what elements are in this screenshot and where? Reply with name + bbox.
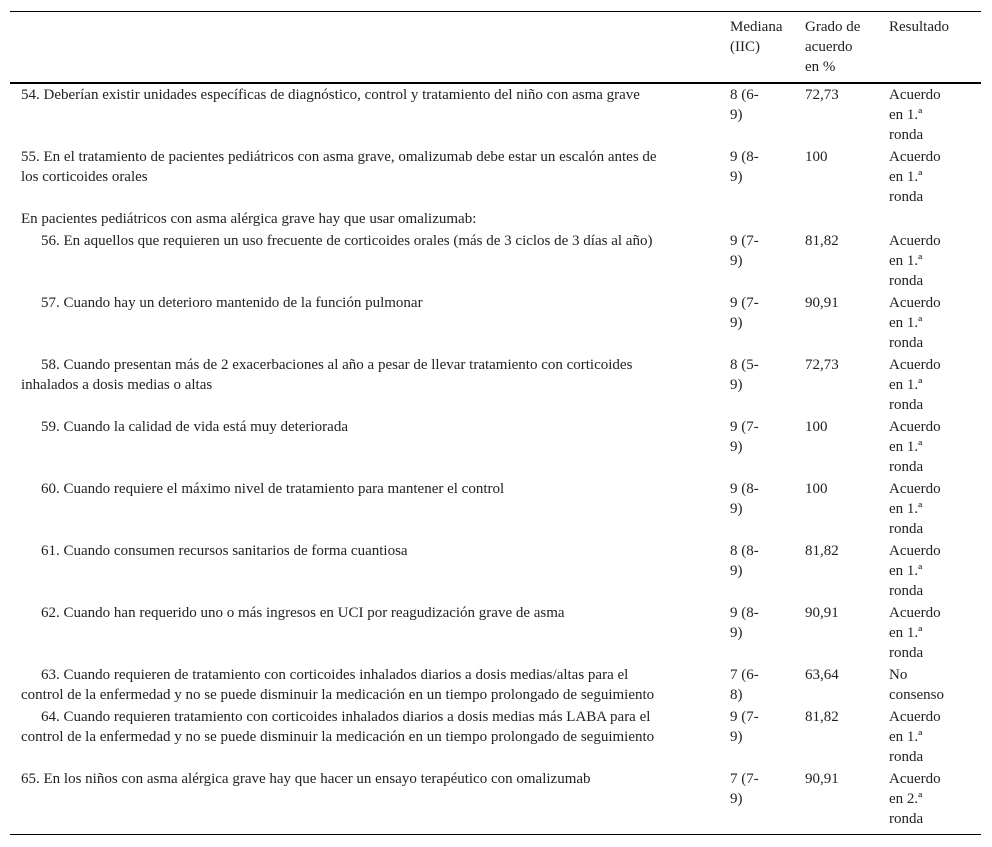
row-result [889,293,969,353]
row-median-line: 8 (6- [730,87,759,103]
row-result [889,707,969,767]
row-pct: 90,91 [805,295,839,311]
row-text-line: inhalados a dosis medias o altas [21,377,213,393]
row-median-line: 7 (6- [730,667,759,683]
row-pct: 90,91 [805,771,839,787]
row-median-line: 9) [730,377,743,393]
row-text [41,231,731,251]
row-result-line: Acuerdo [889,605,941,621]
header-agreement-line3: en % [805,59,836,75]
row-result-line: Acuerdo [889,419,941,435]
table-top-rule [10,11,981,12]
row-text [21,85,711,105]
row-median [730,541,782,581]
row-pct: 81,82 [805,709,839,725]
header-agreement [805,17,877,77]
row-median-line: 9 (7- [730,295,759,311]
table-bottom-rule [10,834,981,835]
row-median [730,417,782,457]
row-result-line: ronda [889,521,924,537]
row-result-line: ronda [889,127,924,143]
header-agreement-line1: Grado de [805,19,861,35]
row-result-line: en 1.ª [889,563,923,579]
row-text-line: control de la enfermedad y no se puede disminuir la medicación en un tiempo prolongado de seguimiento [21,729,655,745]
row-result [889,231,969,291]
row-result-line: en 2.ª [889,791,923,807]
row-pct: 81,82 [805,233,839,249]
row-text [21,665,711,705]
row-pct: 90,91 [805,605,839,621]
row-result-line: Acuerdo [889,87,941,103]
row-median-line: 7 (7- [730,771,759,787]
row-result [889,147,969,207]
row-result-line: Acuerdo [889,481,941,497]
row-result-line: en 1.ª [889,439,923,455]
row-text-line: 60. Cuando requiere el máximo nivel de tratamiento para mantener el control [41,481,505,497]
row-median-line: 9) [730,253,743,269]
row-median [730,355,782,395]
row-text [41,417,731,437]
row-median [730,147,782,187]
row-result-line: en 1.ª [889,625,923,641]
row-text-line: los corticoides orales [21,169,148,185]
row-pct: 100 [805,419,828,435]
row-result [889,665,969,705]
row-text-line: 64. Cuando requieren tratamiento con corticoides inhalados diarios a dosis medias más LABA para el [41,709,651,725]
row-text [21,147,711,187]
section-title: En pacientes pediátricos con asma alérgica grave hay que usar omalizumab: [21,211,477,227]
header-median-line1: Mediana [730,19,783,35]
row-median [730,85,782,125]
row-median-line: 9 (8- [730,481,759,497]
row-result-line: en 1.ª [889,315,923,331]
row-text-line: 62. Cuando han requerido uno o más ingresos en UCI por reagudización grave de asma [41,605,565,621]
row-result [889,417,969,477]
row-result-line: Acuerdo [889,771,941,787]
row-result [889,479,969,539]
row-result [889,769,969,829]
row-median [730,479,782,519]
row-result-line: en 1.ª [889,377,923,393]
header-median [730,17,782,57]
row-median [730,707,782,747]
row-text-line: 59. Cuando la calidad de vida está muy deteriorada [41,419,348,435]
row-median [730,603,782,643]
row-pct: 72,73 [805,357,839,373]
row-text-line: 58. Cuando presentan más de 2 exacerbaciones al año a pesar de llevar tratamiento con corticoides [41,357,633,373]
row-median-line: 9) [730,315,743,331]
row-text [21,355,711,395]
row-result-line: en 1.ª [889,729,923,745]
row-median-line: 9) [730,625,743,641]
row-median-line: 9) [730,563,743,579]
row-result-line: No [889,667,908,683]
row-result-line: ronda [889,397,924,413]
row-text-line: 61. Cuando consumen recursos sanitarios de forma cuantiosa [41,543,408,559]
row-median-line: 9) [730,169,743,185]
row-result-line: en 1.ª [889,169,923,185]
row-median [730,231,782,271]
row-result-line: ronda [889,335,924,351]
row-text-line: 63. Cuando requieren de tratamiento con corticoides inhalados diarios a dosis medias/altas para el [41,667,629,683]
header-result: Resultado [889,19,949,35]
row-result [889,603,969,663]
row-result-line: ronda [889,811,924,827]
row-median [730,293,782,333]
row-result-line: ronda [889,645,924,661]
row-result-line: Acuerdo [889,295,941,311]
row-median-line: 8 (8- [730,543,759,559]
row-text-line: 65. En los niños con asma alérgica grave hay que hacer un ensayo terapéutico con omalizumab [21,771,591,787]
row-result-line: en 1.ª [889,107,923,123]
consensus-table [10,11,981,836]
row-median-line: 8 (5- [730,357,759,373]
row-text [41,293,731,313]
row-result-line: en 1.ª [889,501,923,517]
row-median-line: 9 (7- [730,233,759,249]
row-median-line: 9) [730,729,743,745]
row-text [21,769,711,789]
row-text [41,479,731,499]
row-median-line: 9) [730,107,743,123]
row-median-line: 9 (7- [730,709,759,725]
row-result-line: Acuerdo [889,543,941,559]
row-median-line: 9 (7- [730,419,759,435]
header-median-line2: (IIC) [730,39,760,55]
row-result-line: ronda [889,273,924,289]
row-result-line: Acuerdo [889,149,941,165]
row-result-line: ronda [889,583,924,599]
header-agreement-line2: acuerdo [805,39,853,55]
row-median-line: 9 (8- [730,605,759,621]
row-result [889,355,969,415]
row-text [41,603,731,623]
header-rule [10,82,981,84]
row-pct: 100 [805,481,828,497]
row-result-line: Acuerdo [889,233,941,249]
row-median-line: 9 (8- [730,149,759,165]
row-result-line: ronda [889,189,924,205]
row-pct: 100 [805,149,828,165]
row-text-line: 55. En el tratamiento de pacientes pediátricos con asma grave, omalizumab debe estar un escalón antes de [21,149,657,165]
row-text [21,707,711,747]
row-pct: 72,73 [805,87,839,103]
row-pct: 81,82 [805,543,839,559]
row-pct: 63,64 [805,667,839,683]
row-text-line: 54. Deberían existir unidades específicas de diagnóstico, control y tratamiento del niño con asma grave [21,87,640,103]
row-result-line: ronda [889,749,924,765]
row-median [730,665,782,705]
row-result-line: Acuerdo [889,357,941,373]
row-text-line: control de la enfermedad y no se puede disminuir la medicación en un tiempo prolongado de seguimiento [21,687,655,703]
row-result-line: ronda [889,459,924,475]
row-median [730,769,782,809]
row-text [41,541,731,561]
row-text-line: 56. En aquellos que requieren un uso frecuente de corticoides orales (más de 3 ciclos de 3 días al año) [41,233,653,249]
row-result-line: en 1.ª [889,253,923,269]
row-result [889,85,969,145]
row-text-line: 57. Cuando hay un deterioro mantenido de la función pulmonar [41,295,423,311]
row-median-line: 8) [730,687,743,703]
row-median-line: 9) [730,791,743,807]
row-result [889,541,969,601]
row-result-line: consenso [889,687,944,703]
row-median-line: 9) [730,501,743,517]
row-result-line: Acuerdo [889,709,941,725]
row-median-line: 9) [730,439,743,455]
